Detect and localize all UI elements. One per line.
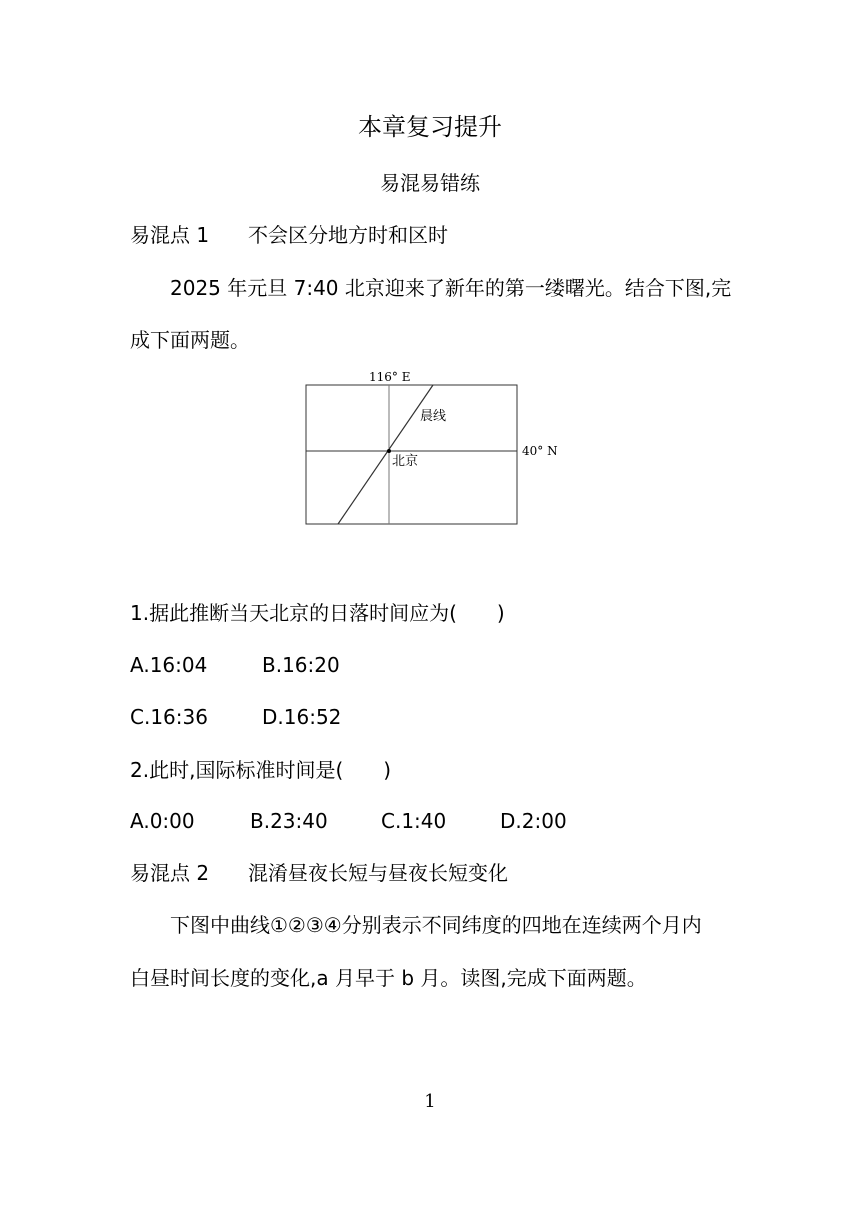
q2-option-d: D.2:00	[500, 809, 567, 833]
beijing-point	[387, 449, 391, 453]
terminator-diagram	[300, 366, 570, 532]
intro1-line1: 2025 年元旦 7:40 北京迎来了新年的第一缕曙光。结合下图,完	[170, 276, 732, 300]
section2-label: 易混点 2	[130, 861, 210, 885]
page-title: 本章复习提升	[358, 113, 502, 141]
q1-option-b: B.16:20	[262, 653, 340, 677]
q2-option-c: C.1:40	[381, 809, 447, 833]
longitude-label: 116° E	[369, 370, 411, 384]
q1-stem: 1.据此推断当天北京的日落时间应为( )	[130, 601, 505, 625]
q1-option-d: D.16:52	[262, 705, 342, 729]
q1-option-a: A.16:04	[130, 653, 208, 677]
q2-stem: 2.此时,国际标准时间是( )	[130, 758, 392, 782]
intro2-line1: 下图中曲线①②③④分别表示不同纬度的四地在连续两个月内	[170, 913, 702, 937]
q2-option-b: B.23:40	[250, 809, 328, 833]
latitude-label: 40° N	[522, 444, 558, 458]
q1-option-c: C.16:36	[130, 705, 208, 729]
city-label: 北京	[392, 454, 419, 469]
section-subtitle: 易混易错练	[380, 171, 480, 195]
terminator-label: 晨线	[420, 409, 447, 424]
intro2-line2: 白昼时间长度的变化,a 月早于 b 月。读图,完成下面两题。	[130, 966, 647, 990]
terminator-line	[338, 385, 433, 524]
intro1-line2: 成下面两题。	[130, 328, 250, 352]
section1-label: 易混点 1	[130, 223, 210, 247]
page-number: 1	[424, 1091, 436, 1112]
q2-option-a: A.0:00	[130, 809, 195, 833]
section2-heading: 混淆昼夜长短与昼夜长短变化	[248, 861, 508, 885]
section1-heading: 不会区分地方时和区时	[248, 223, 448, 247]
